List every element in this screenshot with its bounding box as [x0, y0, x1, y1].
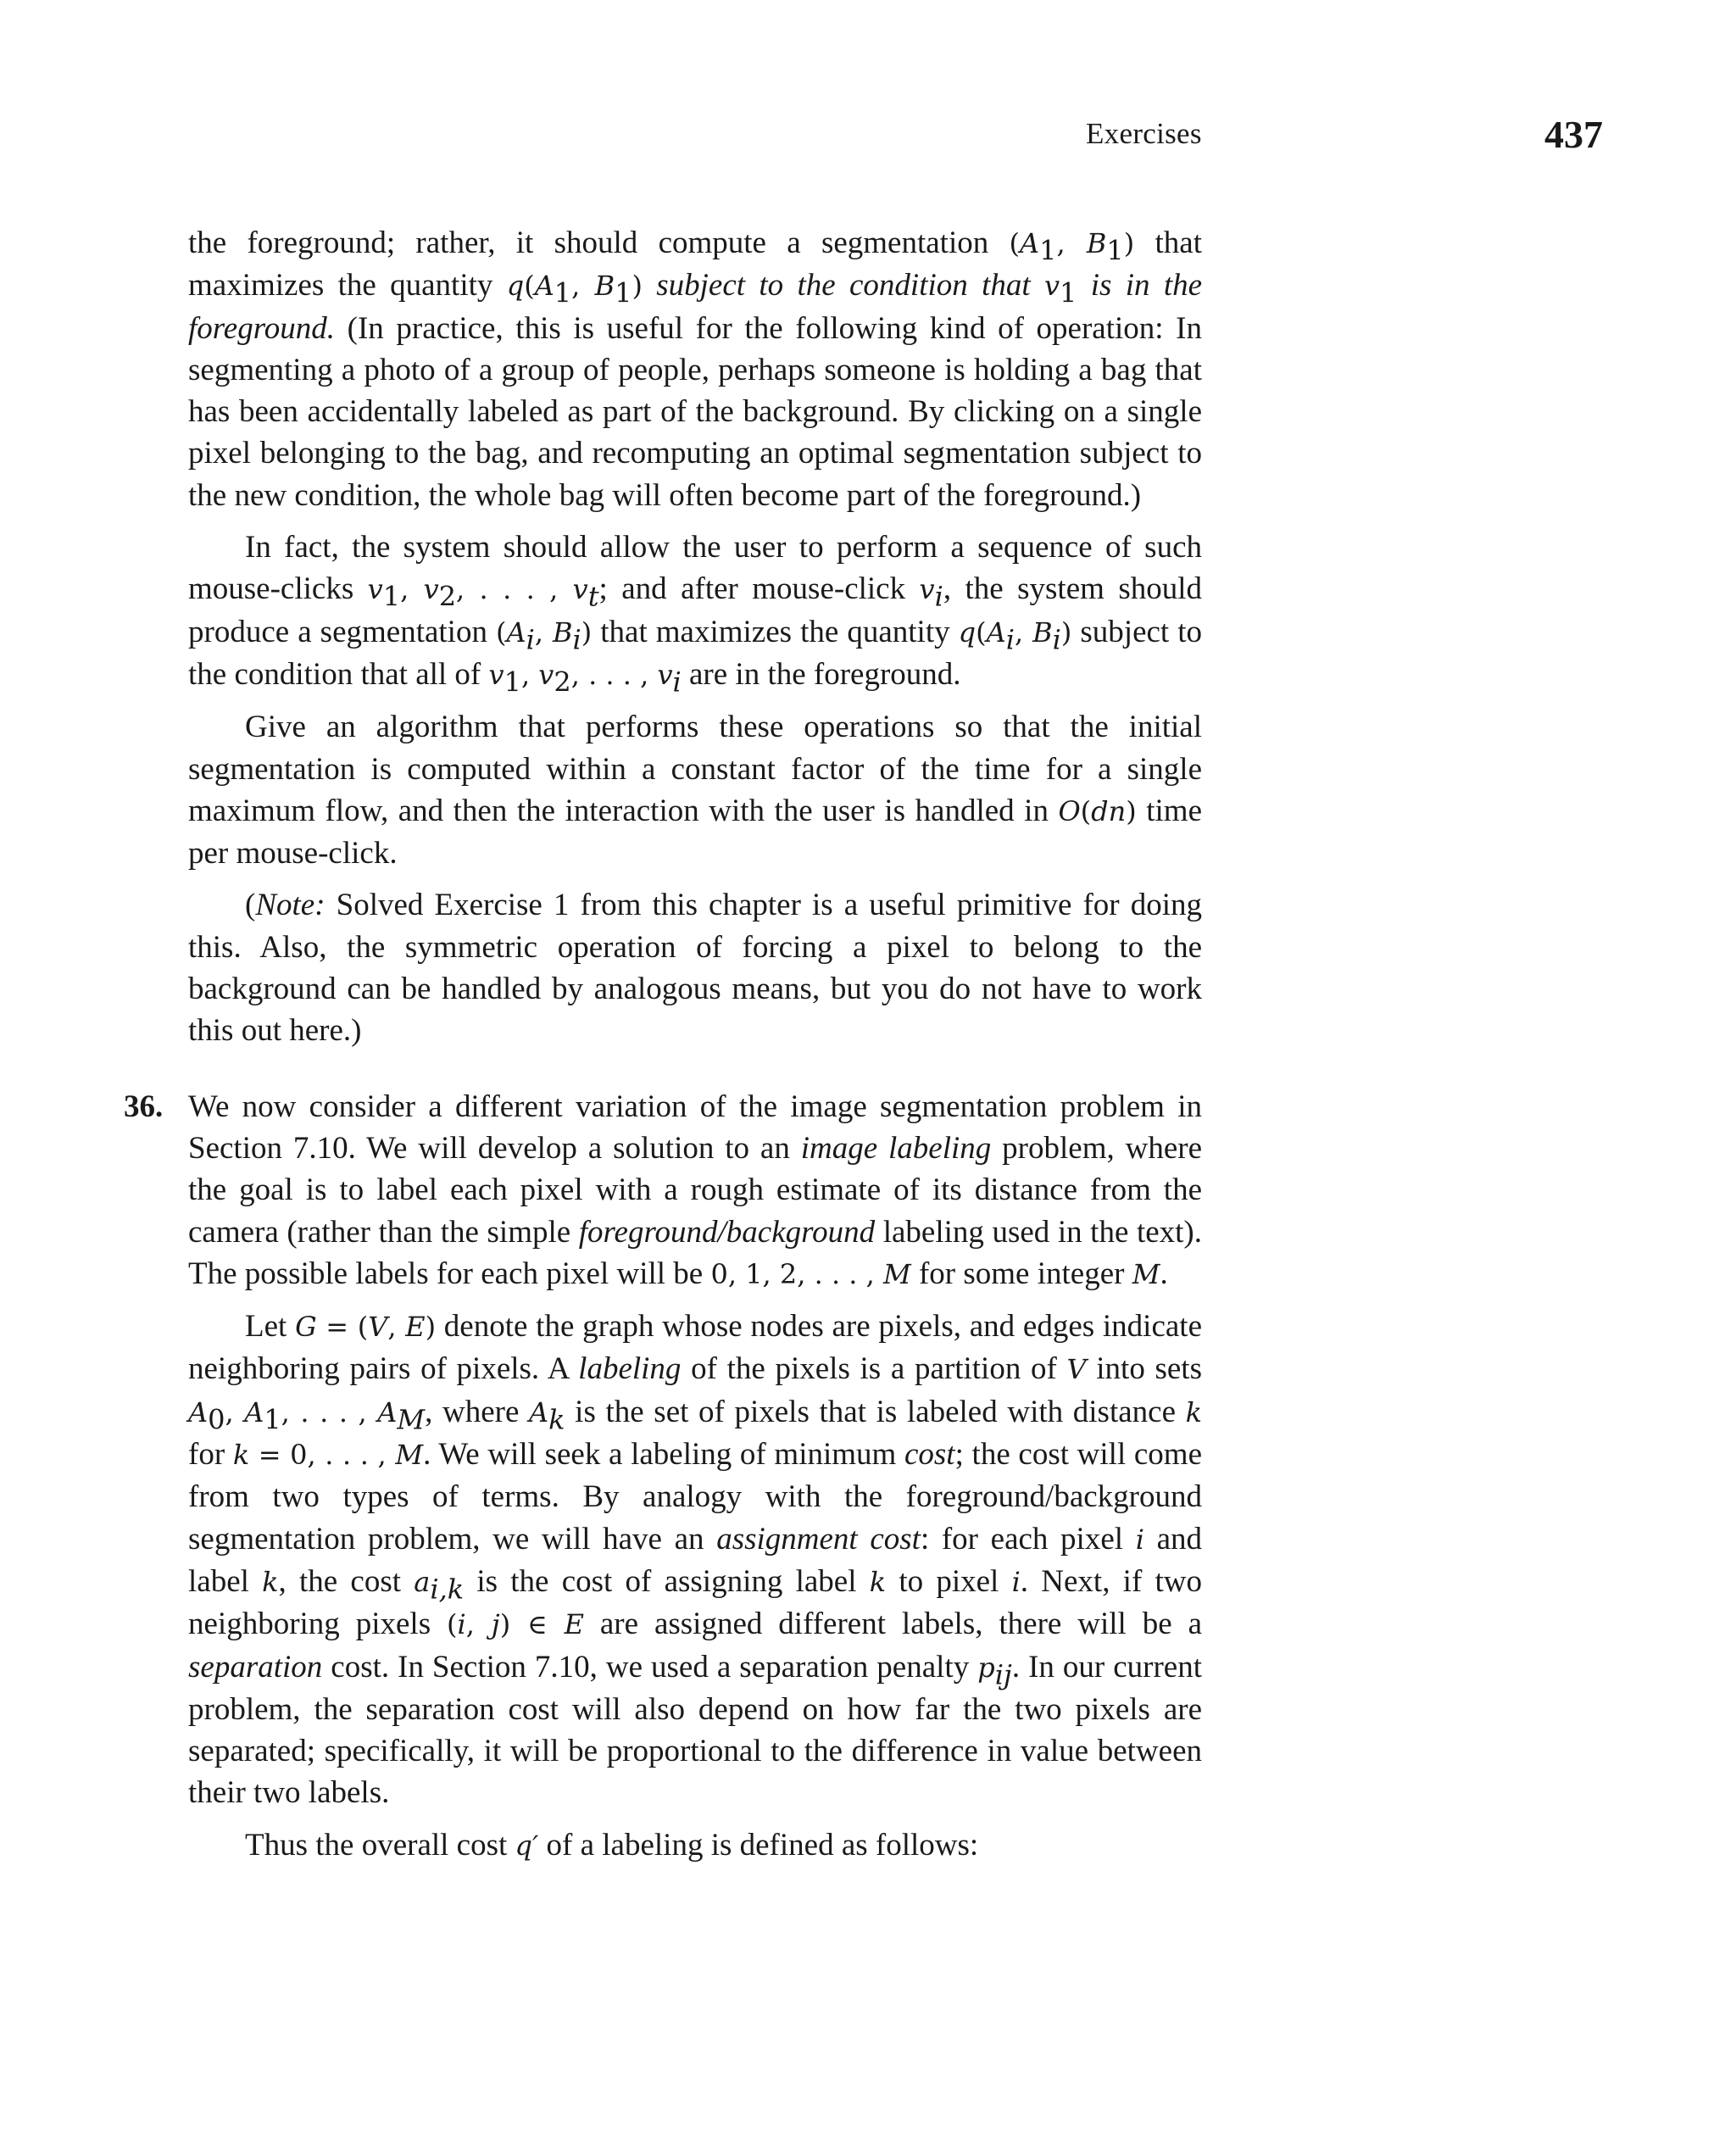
paragraph-algorithm: Give an algorithm that performs these operations so that the initial segmentation is computed within a constant factor of the time for a single maximum flow, and then the interaction with the user is handled in O(dn) time per mouse-click. [188, 710, 1202, 872]
paragraph-overall-cost: Thus the overall cost q′ of a labeling is defined as follows: [245, 1827, 979, 1863]
exercise-number: 36. [124, 1089, 164, 1124]
running-head: Exercises [1086, 117, 1202, 150]
paragraph-note: (Note: Solved Exercise 1 from this chapter is a useful primitive for doing this. Also, the symmetric operation of forcing a pixel to belong to the background can be handled by analogous means, but you do not have to work this out here.) [188, 888, 1202, 1049]
body-text [124, 222, 1203, 1867]
paragraph-continuation: the foreground; rather, it should compute a segmentation ($A_1$, $B_1$) that maximizes the quantity $q(A_1$, $B_1$) subject to the condition that $v_1$ is in the foreground. (In practice, this is useful for the following kind of operation: In segmenting a photo of a group of people, perhaps someone is holding a bag that has been accidentally labeled as part of the background. By clicking on a single pixel belonging to the bag, and recomputing an optimal segmentation subject to the new condition, the whole bag will often become part of the foreground.) [188, 226, 1203, 513]
page-number: 437 [1544, 113, 1603, 156]
paragraph-labeling: Let G = (V, E) denote the graph whose nodes are pixels, and edges indicate neighboring pairs of pixels. A labeling of the pixels is a partition of V into sets $A_0$, $A_1$, . . . , $A_M$, where $A_k$ is the set of pixels that is labeled with distance k for k = 0, . . . , M. We will seek a labeling of minimum cost; the cost will come from two types of terms. By analogy with the foreground/background segmentation problem, we will have an assignment cost: for each pixel i and label k, the cost $a_{i,k}$ is the cost of assigning label k to pixel i. Next, if two neighboring pixels (i, j) ∈ E are assigned different labels, there will be a separation cost. In Section 7.10, we used a separation penalty $p_{ij}$. In our current problem, the separation cost will also depend on how far the two pixels are separated; specifically, it will be proportional to the difference in value between their two labels. [188, 1309, 1203, 1811]
exercise-36: 36. We now consider a different variation of the image segmentation problem in Section 7.10. We will develop a solution to an image labeling problem, where the goal is to label each pixel with a rough estimate of its distance from the camera (rather than the simple foreground/background labeling used in the text). The possible labels for each pixel will be 0, 1, 2, . . . , M for some integer M. [188, 1086, 1202, 1295]
paragraph-mouse-clicks: In fact, the system should allow the user to perform a sequence of such mouse-clicks $v_1$, $v_2$, . . . , $v_t$; and after mouse-click $v_i$, the system should produce a segmentation ($A_i$, $B_i$) that maximizes the quantity $q(A_i$, $B_i$) subject to the condition that all of $v_1$, $v_2$, . . . , $v_i$ are in the foreground. [188, 530, 1203, 699]
